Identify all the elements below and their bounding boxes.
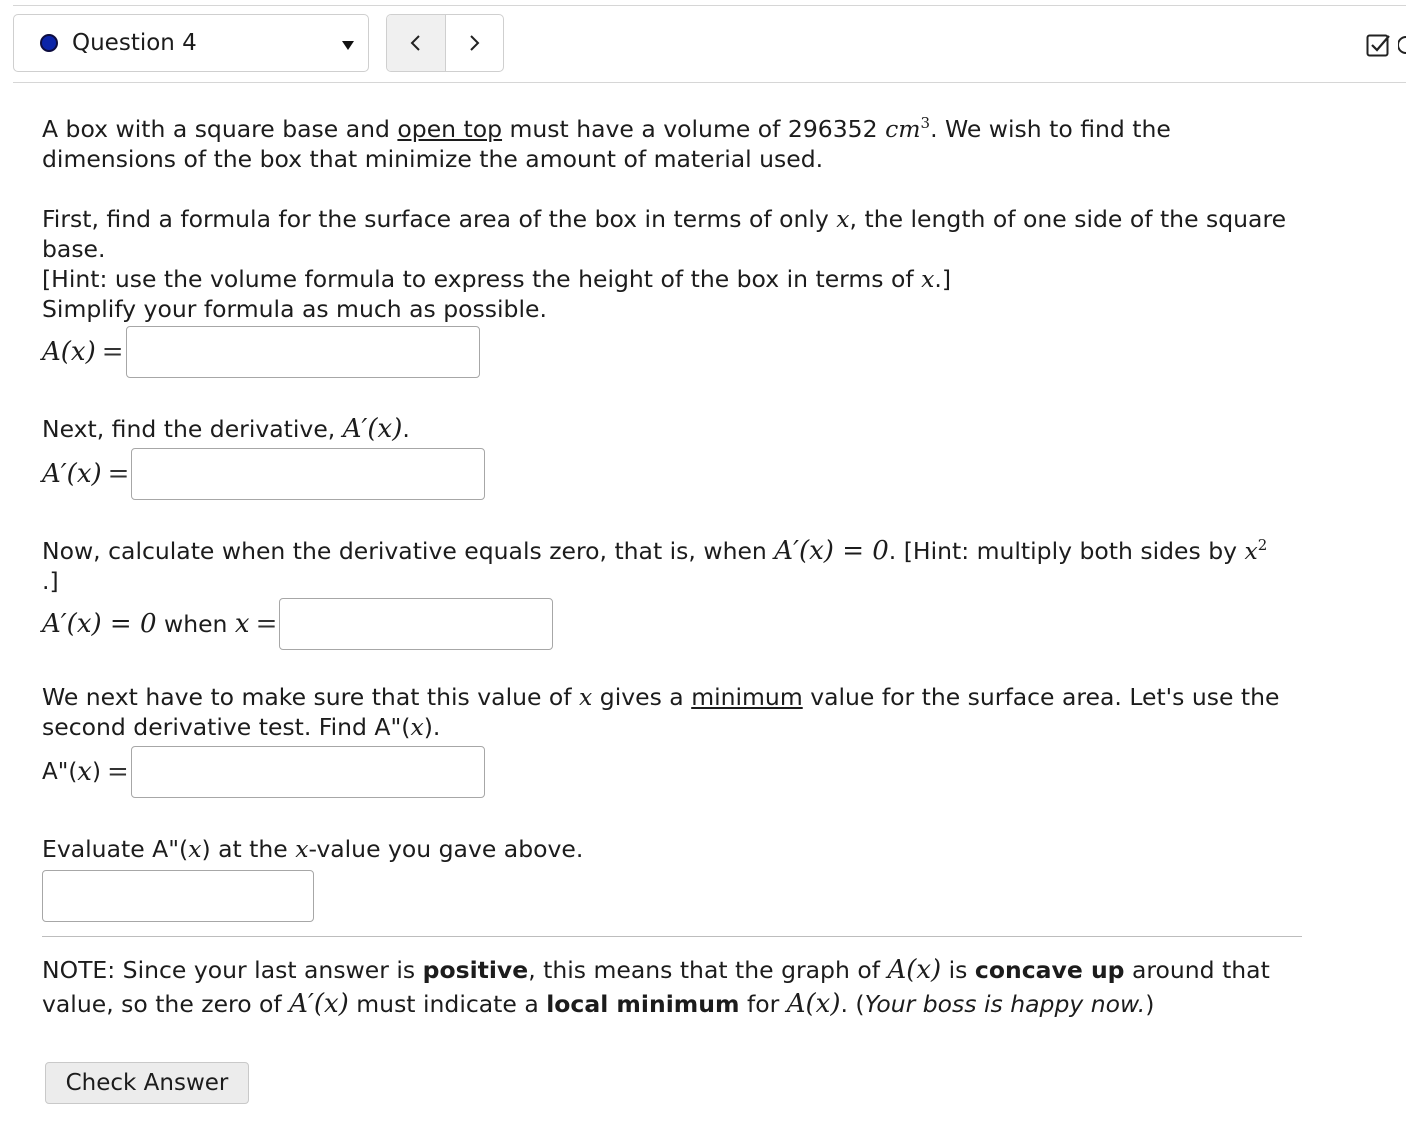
answer-row-area bbox=[42, 326, 1304, 378]
text: , this means that the graph of bbox=[528, 956, 888, 984]
positive-term: positive bbox=[422, 956, 529, 984]
area-formula-input[interactable] bbox=[126, 326, 480, 378]
header-divider bbox=[13, 82, 1406, 83]
text: . We wish to find the dimensions of the box that minimize the amount of material used. bbox=[42, 115, 1171, 173]
math-area: A(x) bbox=[786, 989, 841, 1019]
text: NOTE: Since your last answer is bbox=[42, 956, 423, 984]
text: must have a volume of 296352 bbox=[502, 115, 886, 143]
open-top-term: open top bbox=[397, 115, 503, 143]
hint-text bbox=[42, 264, 1304, 294]
next-question-button[interactable] bbox=[446, 15, 504, 71]
math-derivative: A′(x) bbox=[342, 414, 403, 444]
check-answer-button[interactable]: Check Answer bbox=[45, 1062, 249, 1104]
math-x: x bbox=[921, 265, 935, 293]
derivative-prompt bbox=[42, 414, 1304, 444]
equals-sign: = bbox=[101, 337, 124, 367]
math-x: x bbox=[410, 713, 424, 741]
text: Now, calculate when the derivative equals zero, that is, when bbox=[42, 537, 775, 565]
math-area: A(x) bbox=[887, 955, 942, 985]
area-label: A(x) bbox=[42, 337, 96, 367]
question-body bbox=[42, 114, 1304, 1021]
exponent: 2 bbox=[1257, 536, 1268, 555]
derivative-label: A′(x) bbox=[42, 459, 102, 489]
formula-instructions bbox=[42, 204, 1304, 264]
second-derivative-label-a: A"( bbox=[42, 759, 78, 785]
derivative-input[interactable] bbox=[131, 448, 485, 500]
previous-question-button[interactable] bbox=[387, 15, 446, 71]
text: . [Hint: multiply both sides by bbox=[888, 537, 1245, 565]
second-derivative-input[interactable] bbox=[131, 746, 485, 798]
evaluate-prompt bbox=[42, 834, 1304, 864]
answer-row-critical bbox=[42, 598, 1304, 650]
question-nav bbox=[386, 14, 504, 72]
when-text: when bbox=[156, 610, 235, 638]
question-label: Question 4 bbox=[72, 30, 197, 56]
text: for bbox=[739, 990, 787, 1018]
math-x: x bbox=[579, 683, 593, 711]
text: We next have to make sure that this value of bbox=[42, 683, 580, 711]
local-minimum-term: local minimum bbox=[546, 990, 740, 1018]
text: Next, find the derivative, bbox=[42, 415, 343, 443]
answer-row-second-derivative bbox=[42, 746, 1304, 798]
math-derivative-zero: A′(x) = 0 bbox=[774, 536, 889, 566]
note-divider bbox=[42, 936, 1302, 937]
text: . bbox=[402, 415, 410, 443]
text: is bbox=[941, 956, 975, 984]
text: value for the surface area. Let's use the second derivative test. Find A"( bbox=[42, 683, 1280, 741]
text: must indicate a bbox=[348, 990, 547, 1018]
critical-x-input[interactable] bbox=[279, 598, 553, 650]
text: -value you gave above. bbox=[308, 835, 584, 863]
second-derivative-prompt bbox=[42, 682, 1304, 742]
math-x: x bbox=[836, 205, 850, 233]
question-status-dot bbox=[40, 34, 58, 52]
problem-statement bbox=[42, 114, 1304, 174]
checkbox-checked-icon[interactable] bbox=[1366, 33, 1390, 57]
text: .] bbox=[42, 567, 59, 595]
math-x: x bbox=[234, 609, 250, 639]
text: First, find a formula for the surface area of the box in terms of only bbox=[42, 205, 837, 233]
text: .] bbox=[934, 265, 952, 293]
second-derivative-label-x: x bbox=[77, 757, 92, 787]
math-x: x bbox=[295, 835, 309, 863]
math-x: x bbox=[188, 835, 202, 863]
text: Evaluate A"( bbox=[42, 835, 189, 863]
simplify-text: Simplify your formula as much as possible. bbox=[42, 295, 547, 323]
question-select[interactable] bbox=[13, 14, 369, 72]
unit-exponent: 3 bbox=[920, 114, 931, 133]
boss-remark: Your boss is happy now. bbox=[864, 990, 1146, 1018]
text: . ( bbox=[840, 990, 865, 1018]
top-divider bbox=[13, 5, 1406, 6]
text: gives a bbox=[592, 683, 692, 711]
answer-row-evaluate bbox=[42, 870, 1304, 922]
unit-cm: cm bbox=[885, 115, 921, 143]
equals-sign: = bbox=[106, 757, 129, 787]
note-text bbox=[42, 953, 1304, 1021]
chevron-left-icon bbox=[408, 33, 424, 53]
chevron-right-icon bbox=[466, 33, 482, 53]
chevron-down-icon bbox=[342, 41, 354, 50]
text: ) bbox=[1145, 990, 1155, 1018]
math-derivative: A′(x) bbox=[289, 989, 349, 1019]
equals-sign: = bbox=[107, 459, 130, 489]
partial-icon bbox=[1398, 33, 1406, 57]
equals-sign: = bbox=[255, 609, 278, 639]
text: ). bbox=[423, 713, 441, 741]
answer-row-derivative bbox=[42, 448, 1304, 500]
text: [Hint: use the volume formula to express the height of the box in terms of bbox=[42, 265, 922, 293]
text: ) at the bbox=[201, 835, 296, 863]
text: , the length of one side of the square base. bbox=[42, 205, 1287, 263]
minimum-term: minimum bbox=[691, 683, 803, 711]
evaluate-input[interactable] bbox=[42, 870, 314, 922]
text: A box with a square base and bbox=[42, 115, 398, 143]
critical-label: A′(x) = 0 bbox=[42, 609, 157, 639]
text: around that value, so the zero of bbox=[42, 956, 1270, 1018]
concave-up-term: concave up bbox=[974, 956, 1125, 984]
second-derivative-label-b: ) bbox=[91, 759, 101, 785]
math-x: x bbox=[1244, 537, 1258, 565]
critical-point-prompt bbox=[42, 536, 1304, 596]
